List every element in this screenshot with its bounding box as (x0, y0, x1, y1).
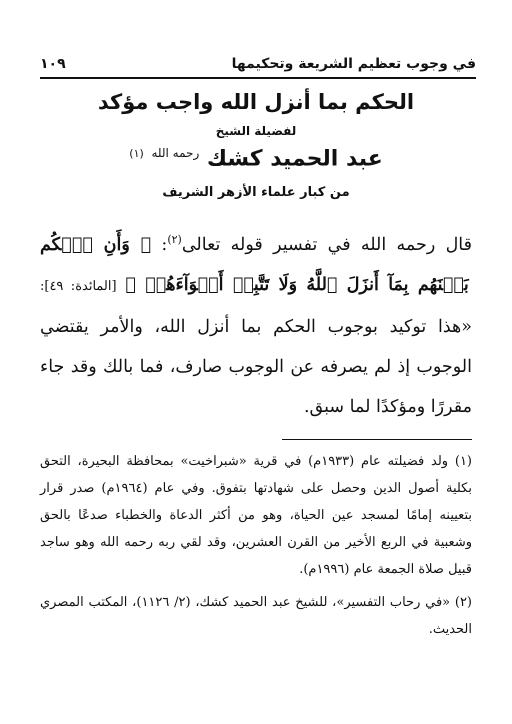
footnotes (40, 448, 472, 649)
author-name: عبد الحميد كشك (206, 146, 383, 172)
running-head (40, 52, 476, 76)
author-affiliation: من كبار علماء الأزهر الشريف (162, 185, 350, 200)
footnote-divider (282, 439, 472, 440)
header-divider (40, 77, 476, 79)
author-line (30, 146, 482, 171)
quran-verse: ﴿ وَأَنِ ٱحۡكُم بَيۡنَهُم بِمَآ أَنزَلَ ٱللَّهُ وَلَا تَتَّبِعۡ أَهۡوَآءَهُمۡ ﴾ (40, 234, 469, 295)
body-commentary: «هذا توكيد بوجوب الحكم بما أنزل الله، والأمر يقتضي الوجوب إذ لم يصرفه عن الوجوب صارف، فما بالك وقد جاء مقررًا ومؤكدًا لما سبق. (40, 316, 472, 417)
page-number: ١٠٩ (40, 56, 66, 72)
footnote-2: (٢) «في رحاب التفسير»، للشيخ عبد الحميد كشك، (٢/ ١١٢٦)، المكتب المصري الحديث. (40, 595, 472, 637)
author-honorific: لفضيلة الشيخ (215, 124, 297, 138)
article-title: الحكم بما أنزل الله واجب مؤكد (97, 90, 415, 114)
footnote-ref-1: (١) (129, 147, 144, 160)
footnote-1: (١) ولد فضيلته عام (١٩٣٣م) في قرية «شبراخيت» بمحافظة البحيرة، التحق بكلية أصول الدين وحصل على شهادتها بتفوق. وفي عام (١٩٦٤م) صدر قرار بتعيينه إمامًا لمسجد عين الحياة، وهو من أكثر الدعاة والخطباء صدعًا بالحق وشعبية في الربع الأخير من القرن العشرين، وقد لقي ربه رحمه الله وهو ساجد قبيل صلاة الجمعة عام (١٩٩٦م). (40, 454, 472, 577)
running-head-title: في وجوب تعظيم الشريعة وتحكيمها (231, 56, 476, 72)
body-paragraph (40, 220, 472, 427)
body-intro: قال رحمه الله في تفسير قوله تعالى (181, 234, 472, 255)
body-colon: : (151, 234, 168, 255)
footnote-ref-2: (٢) (167, 233, 182, 246)
verse-citation: [المائدة: ٤٩]: (40, 278, 117, 294)
author-eulogy: رحمه الله (151, 146, 200, 160)
